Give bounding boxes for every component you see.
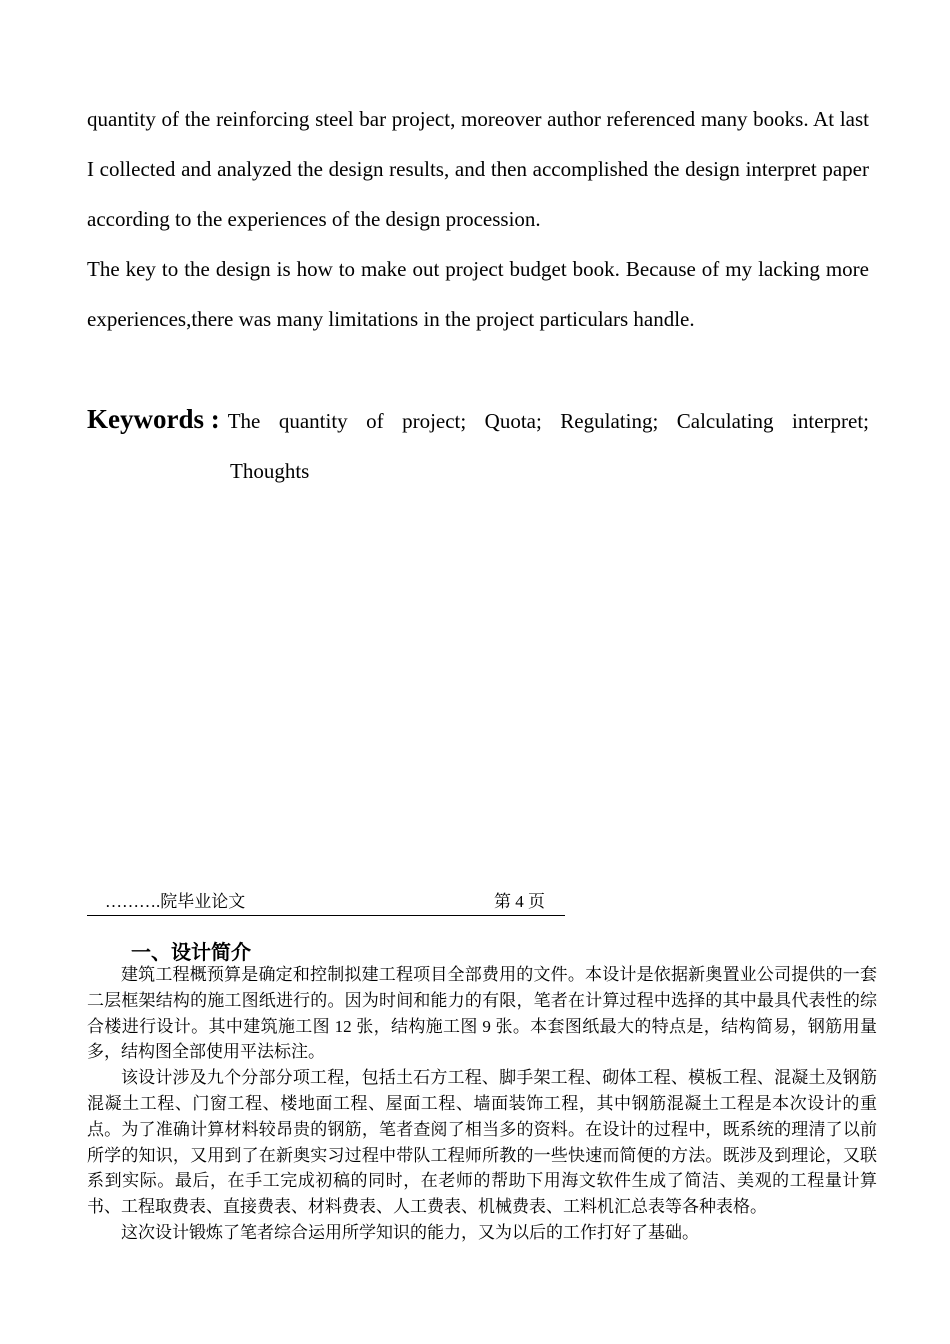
abstract-paragraph: quantity of the reinforcing steel bar project, moreover author referenced many books. At last I collected and analyzed the design results, and then accomplished the design interpret paper according to the experiences of the design procession. <box>87 107 869 231</box>
abstract-text <box>87 94 869 344</box>
keywords-block <box>87 394 869 496</box>
page-footer <box>87 889 565 916</box>
section-heading: 一、设计简介 <box>131 940 251 964</box>
keywords-label: Keywords : <box>87 404 220 434</box>
body-paragraph: 建筑工程概预算是确定和控制拟建工程项目全部费用的文件。本设计是依据新奥置业公司提供的一套二层框架结构的施工图纸进行的。因为时间和能力的有限，笔者在计算过程中选择的其中最具代表性的综合楼进行设计。其中建筑施工图 12 张，结构施工图 9 张。本套图纸最大的特点是，结构简易，钢筋用量多，结构图全部使用平法标注。 <box>87 965 877 1062</box>
footer-page-number: 第 4 页 <box>494 892 545 911</box>
section-body <box>87 962 877 1246</box>
body-paragraph: 该设计涉及九个分部分项工程，包括土石方工程、脚手架工程、砌体工程、模板工程、混凝土及钢筋混凝土工程、门窗工程、楼地面工程、屋面工程、墙面装饰工程，其中钢筋混凝土工程是本次设计的重点。为了准确计算材料较昂贵的钢筋，笔者查阅了相当多的资料。在设计的过程中，既系统的理清了以前所学的知识，又用到了在新奥实习过程中带队工程师所教的一些快速而简便的方法。既涉及到理论，又联系到实际。最后，在手工完成初稿的同时，在老师的帮助下用海文软件生成了简洁、美观的工程量计算书、工程取费表、直接费表、材料费表、人工费表、机械费表、工料机汇总表等各种表格。 <box>87 1068 877 1217</box>
body-paragraph: 这次设计锻炼了笔者综合运用所学知识的能力，又为以后的工作打好了基础。 <box>121 1222 699 1242</box>
footer-institution: ……….院毕业论文 <box>105 892 246 911</box>
keywords-text: The quantity of project; Quota; Regulating; Calculating interpret; <box>227 409 869 433</box>
abstract-paragraph: The key to the design is how to make out project budget book. Because of my lacking more experiences,there was many limitations in the project particulars handle. <box>87 257 869 331</box>
keywords-continuation: Thoughts <box>230 459 310 483</box>
keywords-row <box>87 394 869 446</box>
